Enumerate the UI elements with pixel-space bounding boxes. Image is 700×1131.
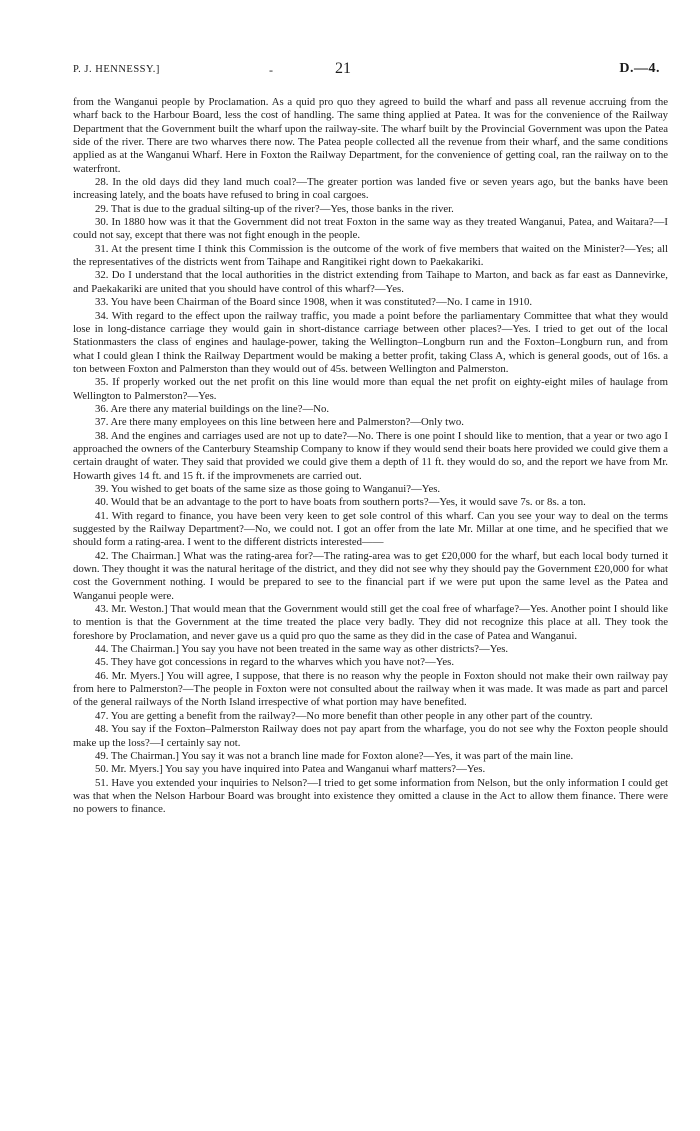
paragraph: 51. Have you extended your inquiries to Nelson?—I tried to get some information from Nelson, but the only information I could get was that when the Nelson Harbour Board was brought into existence they omitted a clause in the Act to allow them finance. There were no powers to finance. [73, 776, 668, 816]
paragraph: from the Wanganui people by Proclamation. As a quid pro quo they agreed to build the wharf and pass all revenue accruing from the wharf back to the Harbour Board, less the cost of handling. The same thing applied at Patea. It was for the convenience of the Railway Department that the Government built the wharf upon the railway-site. The wharf built by the Provincial Government was upon the Patea side of the river. There are two wharves there now. The Patea people collected all the revenue from their wharf, and the same conditions applied as at the Wanganui Wharf. Here in Foxton the Railway Department, for the convenience of getting coal, ran the railway on to the waterfront. [73, 96, 668, 175]
page-number: 21 [335, 60, 351, 77]
paragraph: 42. The Chairman.] What was the rating-area for?—The rating-area was to get £20,000 for the wharf, but each local body turned it down. They thought it was the natural heritage of the district, and they did not see why they should pay the Government £20,000 for what cost the Government nothing. I would be prepared to see to the financial part if we were put upon the same level as the Patea and Wanganui people were. [73, 549, 668, 602]
document-body [73, 96, 668, 817]
paragraph: 45. They have got concessions in regard to the wharves which you have not?—Yes. [95, 656, 455, 669]
paragraph: 32. Do I understand that the local authorities in the district extending from Taihape to Marton, and back as far east as Dannevirke, and Paekakariki are united that you should have control of this wharf?—Yes. [73, 269, 668, 295]
paragraph: 35. If properly worked out the net profit on this line would more than equal the net profit on eighty-eight miles of haulage from Wellington to Palmerston?—Yes. [73, 376, 668, 402]
document-reference: D.—4. [619, 61, 660, 76]
paragraph: 41. With regard to finance, you have been very keen to get sole control of this wharf. Can you see your way to deal on the terms suggested by the Railway Department?—No, we could not. I got an offer from the late Mr. Millar at one time, and he specified that we should form a rating-area. I went to the different districts interested—— [73, 509, 668, 549]
paragraph: 37. Are there many employees on this line between here and Palmerston?—Only two. [95, 416, 464, 429]
paragraph: 36. Are there any material buildings on the line?—No. [95, 402, 330, 415]
paragraph: 40. Would that be an advantage to the port to have boats from southern ports?—Yes, it would save 7s. or 8s. a ton. [95, 496, 586, 509]
paragraph: 31. At the present time I think this Commission is the outcome of the work of five members that waited on the Minister?—Yes; all the representatives of the districts went from Taihape and Rangitikei right down to Paekakariki. [73, 242, 668, 269]
paragraph: 48. You say if the Foxton–Palmerston Railway does not pay apart from the wharfage, you do not see why the Foxton people should make up the loss?—I certainly say not. [73, 723, 668, 749]
paragraph: 50. Mr. Myers.] You say you have inquired into Patea and Wanganui wharf matters?—Yes. [95, 763, 486, 776]
paragraph: 33. You have been Chairman of the Board since 1908, when it was constituted?—No. I came in 1910. [95, 296, 533, 309]
paragraph: 44. The Chairman.] You say you have not been treated in the same way as other districts?—Yes. [95, 643, 509, 656]
paragraph: 39. You wished to get boats of the same size as those going to Wanganui?—Yes. [95, 482, 441, 495]
paragraph: 43. Mr. Weston.] That would mean that the Government would still get the coal free of wharfage?—Yes. Another point I should like to mention is that the Government at the time treated the place very badly. They did not recognize this place at all. They took the foreshore by Proclamation, and never gave us a quid pro quo the same as they did in the case of Patea and Wanganui. [73, 603, 668, 642]
paragraph: 30. In 1880 how was it that the Government did not treat Foxton in the same way as they treated Wanganui, Patea, and Waitara?—I could not say, except that there was not fight enough in the people. [73, 216, 668, 242]
page-header [73, 60, 668, 82]
paragraph: 47. You are getting a benefit from the railway?—No more benefit than other people in any other part of the country. [95, 709, 593, 722]
paragraph: 29. That is due to the gradual silting-up of the river?—Yes, those banks in the river. [95, 202, 454, 215]
header-witness-name: P. J. HENNESSY.] [73, 64, 160, 75]
paragraph: 49. The Chairman.] You say it was not a branch line made for Foxton alone?—Yes, it was part of the main line. [95, 749, 574, 762]
paragraph: 38. And the engines and carriages used are not up to date?—No. There is one point I should like to mention, that a year or two ago I approached the owners of the Canterbury Steamship Company to know if they would send their boats here provided we could give them a certain draught of water. They said that provided we could give them a depth of 11 ft. they would do so, and the report we have from Mr. Howarth gives 14 ft. and 15 ft. if the improvmenets are carried out. [73, 429, 668, 482]
header-separator: - [269, 63, 273, 77]
paragraph: 46. Mr. Myers.] You will agree, I suppose, that there is no reason why the people in Foxton should not make their own railway pay from here to Palmerston?—The people in Foxton were not consulted about the railway when it was made. It was made as part and parcel of the general railways of the North Island irrespective of what portion may have benefited. [73, 669, 668, 709]
paragraph: 34. With regard to the effect upon the railway traffic, you made a point before the parliamentary Committee that what they would lose in long-distance carriage they would gain in short-distance carriage between other places?—Yes. I tried to get out of the local Stationmasters the class of engines and haulage-power, taking the Wellington–Longburn run and the Foxton–Longburn run, and from what I could glean I think the Railway Department would be making a better profit, taking Class A, which is general goods, out of 16s. a ton between Foxton and Palmerston than they would out of 45s. between Wellington and Palmerston. [73, 309, 668, 375]
paragraph: 28. In the old days did they land much coal?—The greater portion was landed five or seven years ago, but the banks have been increasing lately, and the boats have refused to bring in coal cargoes. [73, 176, 668, 202]
